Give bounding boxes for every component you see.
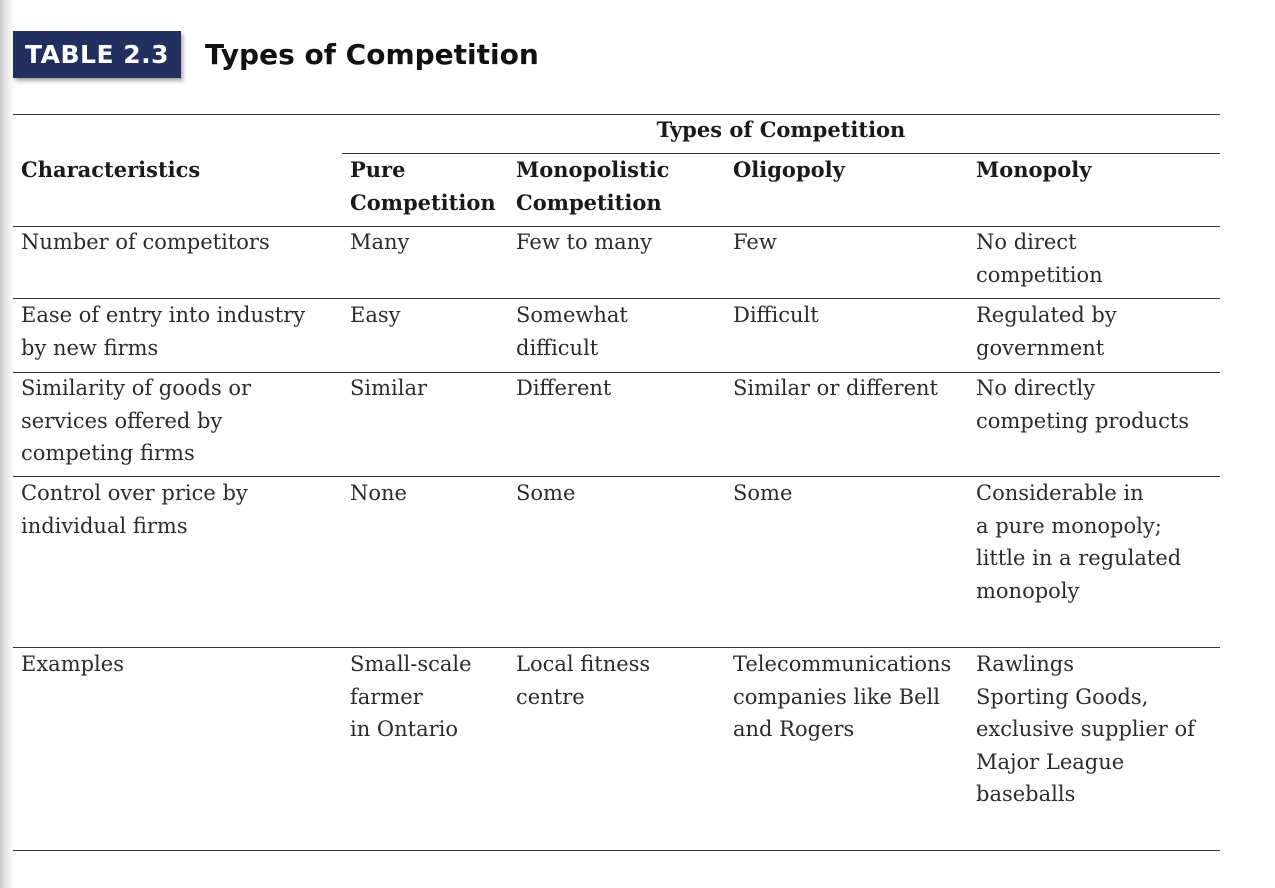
group-header: Types of Competition	[656, 117, 906, 142]
table-title: Types of Competition	[205, 38, 539, 71]
table-cell-characteristic: Control over price by individual firms	[21, 481, 248, 538]
column-header-pure-competition: Pure Competition	[350, 157, 496, 215]
column-header-monopoly: Monopoly	[976, 157, 1092, 182]
table-cell-characteristic: Number of competitors	[21, 230, 270, 254]
row-divider	[13, 850, 1220, 851]
table-cell-pure-competition: Small-scale farmer in Ontario	[350, 652, 472, 741]
table-cell-pure-competition: Similar	[350, 376, 428, 400]
table-cell-pure-competition: Many	[350, 230, 410, 254]
table-cell-pure-competition: Easy	[350, 303, 401, 327]
table-cell-monopoly: Regulated by government	[976, 303, 1117, 360]
table-cell-oligopoly: Few	[733, 230, 777, 254]
page-edge-shadow	[0, 0, 14, 888]
column-header-characteristics: Characteristics	[21, 157, 201, 182]
table-cell-monopoly: Rawlings Sporting Goods, exclusive supplier of Major League baseballs	[976, 652, 1195, 806]
table-cell-characteristic: Ease of entry into industry by new firms	[21, 303, 306, 360]
table-number-badge: TABLE 2.3	[13, 31, 181, 78]
table-cell-monopoly: No direct competition	[976, 230, 1103, 287]
table-cell-monopoly: No directly competing products	[976, 376, 1190, 433]
table-cell-monopolistic-competition: Few to many	[516, 230, 653, 254]
table-cell-monopolistic-competition: Local fitness centre	[516, 652, 651, 709]
table-cell-characteristic: Similarity of goods or services offered by competing firms	[21, 376, 252, 465]
column-header-monopolistic-competition: Monopolistic Competition	[516, 157, 670, 215]
table-caption	[13, 31, 539, 78]
table-cell-pure-competition: None	[350, 481, 407, 505]
table-cell-oligopoly: Some	[733, 481, 793, 505]
table-cell-oligopoly: Telecommunications companies like Bell and Rogers	[733, 652, 952, 741]
table-cell-oligopoly: Similar or different	[733, 376, 938, 400]
table-cell-oligopoly: Difficult	[733, 303, 819, 327]
table-cell-monopolistic-competition: Some	[516, 481, 576, 505]
table-cell-characteristic: Examples	[21, 652, 124, 676]
table-cell-monopolistic-competition: Different	[516, 376, 612, 400]
table-cell-monopoly: Considerable in a pure monopoly; little in a regulated monopoly	[976, 481, 1182, 603]
table-cell-monopolistic-competition: Somewhat difficult	[516, 303, 628, 360]
column-header-oligopoly: Oligopoly	[733, 157, 845, 182]
